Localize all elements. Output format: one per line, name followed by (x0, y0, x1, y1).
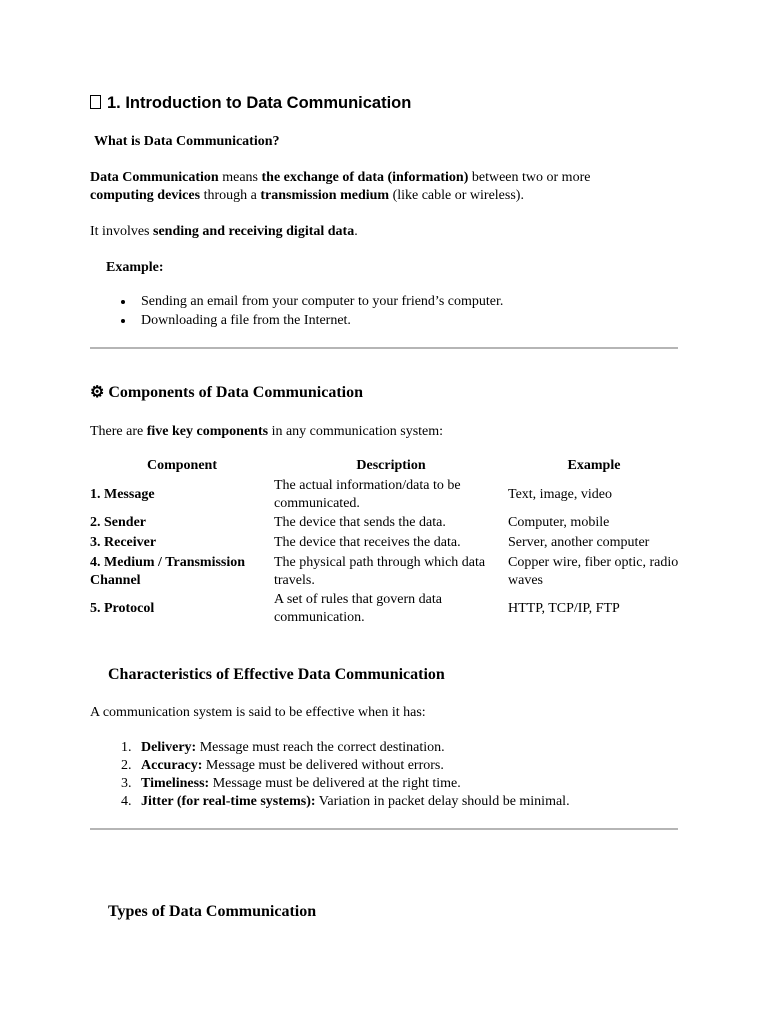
involves-text: It involves (90, 224, 153, 239)
column-header: Example (567, 458, 621, 473)
definition-text: through a (200, 188, 261, 203)
table-row (90, 513, 680, 533)
definition-term: Data Communication (90, 170, 219, 185)
intro-text: There are (90, 424, 147, 439)
item-text: Message must reach the correct destination. (196, 740, 445, 755)
involves-text: . (354, 224, 358, 239)
section1-subheading: What is Data Communication? (94, 134, 280, 149)
table-cell: Text, image, video (508, 486, 612, 502)
table-cell: 1. Message (90, 486, 155, 502)
table-cell: 4. Medium / Transmission Channel (90, 554, 246, 588)
table-cell: The physical path through which data travels. (274, 554, 486, 588)
definition-text: (like cable or wireless). (389, 188, 524, 203)
table-cell: Server, another computer (508, 535, 650, 550)
section4-heading: Types of Data Communication (108, 903, 317, 920)
column-header: Description (356, 458, 426, 473)
missing-glyph-icon (90, 95, 101, 109)
table-row (90, 476, 680, 513)
involves-paragraph (90, 223, 358, 241)
table-cell: 3. Receiver (90, 535, 157, 550)
table-cell: Copper wire, fiber optic, radio waves (508, 554, 679, 588)
section2-title: Components of Data Communication (108, 384, 364, 401)
table-cell: 5. Protocol (90, 600, 155, 616)
table-cell: A set of rules that govern data communication. (274, 591, 442, 625)
item-term: Delivery: (141, 740, 197, 755)
involves-bold: sending and receiving digital data (153, 224, 355, 239)
list-item (135, 739, 570, 757)
characteristics-intro: A communication system is said to be effective when it has: (90, 705, 426, 720)
table-cell: Computer, mobile (508, 515, 610, 530)
item-term: Timeliness: (141, 776, 210, 791)
list-item (135, 757, 570, 775)
intro-bold: five key components (146, 424, 269, 439)
definition-bold: transmission medium (260, 188, 390, 203)
table-row (90, 533, 680, 553)
definition-line-2 (90, 187, 524, 205)
table-cell: The device that receives the data. (274, 535, 461, 550)
definition-text: means (218, 170, 262, 185)
table-row (90, 553, 680, 590)
horizontal-divider (90, 828, 678, 830)
intro-text: in any communication system: (268, 424, 444, 439)
list-item (135, 793, 570, 811)
item-text: Variation in packet delay should be minimal. (315, 794, 570, 809)
example-list (110, 293, 503, 331)
table-cell: The device that sends the data. (274, 515, 446, 530)
section3-heading: Characteristics of Effective Data Communication (108, 666, 445, 683)
table-header-row (90, 456, 680, 476)
list-item: • Downloading a file from the Internet. (135, 312, 503, 331)
gear-icon: ⚙ (90, 384, 105, 401)
characteristics-list (110, 739, 570, 811)
definition-text: between two or more (468, 170, 591, 185)
table-cell: HTTP, TCP/IP, FTP (508, 600, 620, 616)
list-item (135, 775, 570, 793)
table-cell: 2. Sender (90, 515, 146, 530)
column-header: Component (146, 458, 217, 473)
definition-line-1 (90, 169, 590, 187)
horizontal-divider (90, 347, 678, 349)
definition-bold: computing devices (90, 188, 201, 203)
section1-title: 1. Introduction to Data Communication (107, 94, 412, 112)
components-intro (90, 423, 443, 441)
section1-heading (90, 94, 411, 112)
item-text: Message must be delivered without errors. (202, 758, 444, 773)
table-row (90, 590, 680, 627)
components-table (90, 456, 680, 627)
item-text: Message must be delivered at the right time. (209, 776, 461, 791)
example-label: Example: (106, 260, 164, 275)
table-cell: The actual information/data to be communicated. (274, 477, 461, 511)
definition-bold: the exchange of data (information) (261, 170, 469, 185)
item-term: Accuracy: (141, 758, 203, 773)
list-item: • Sending an email from your computer to your friend’s computer. (135, 293, 503, 312)
section2-heading (90, 384, 363, 402)
item-term: Jitter (for real-time systems): (141, 794, 316, 809)
